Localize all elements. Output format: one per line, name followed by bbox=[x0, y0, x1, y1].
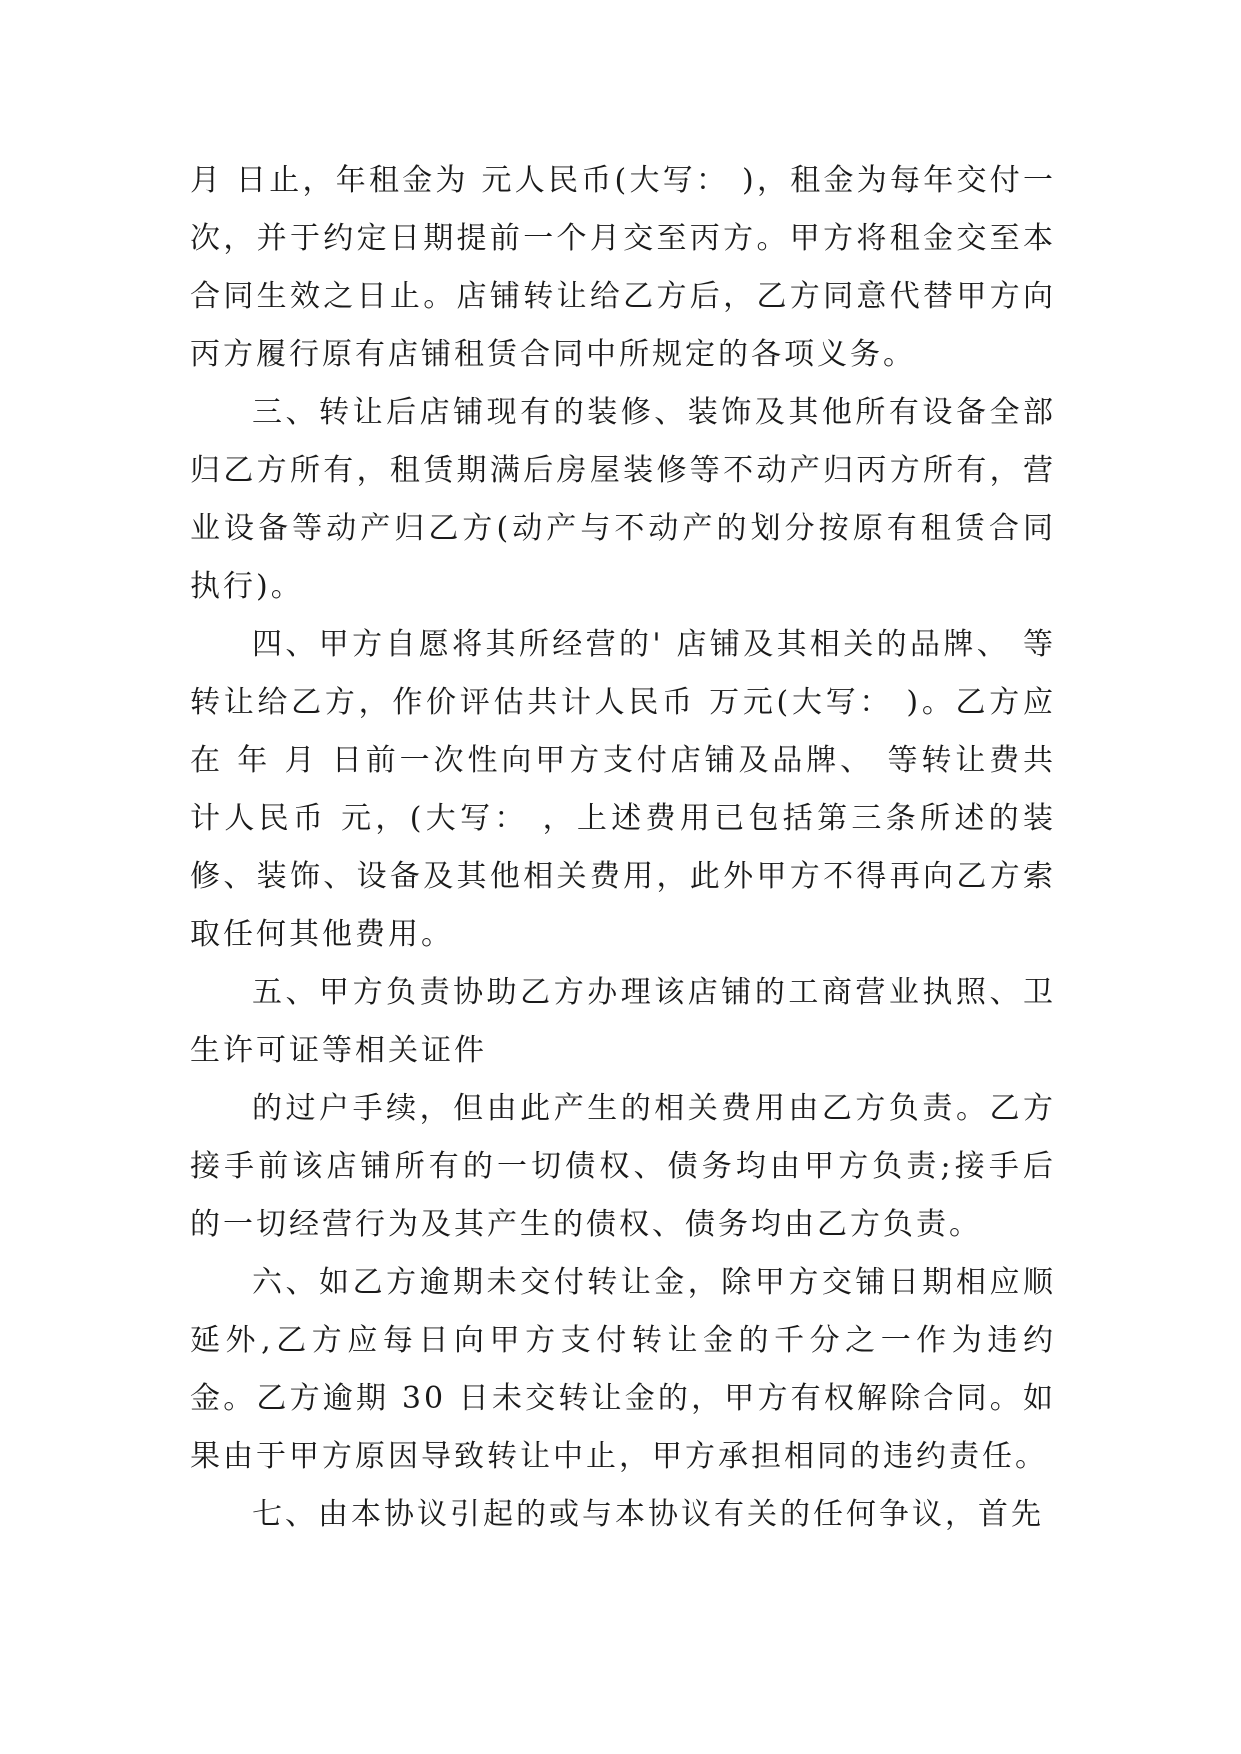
paragraph-rent-terms: 月 日止，年租金为 元人民币(大写： )，租金为每年交付一次，并于约定日期提前一个月交至丙方。甲方将租金交至本合同生效之日止。店铺转让给乙方后，乙方同意代替甲方向丙方履行原有店铺租赁合同中所规定的各项义务。 bbox=[190, 163, 1056, 372]
paragraph-clause-7: 七、由本协议引起的或与本协议有关的任何争议，首先 bbox=[252, 1497, 1044, 1532]
paragraph-clause-4: 四、甲方自愿将其所经营的' 店铺及其相关的品牌、 等转让给乙方，作价评估共计人民币 万元(大写： )。乙方应在 年 月 日前一次性向甲方支付店铺及品牌、 等转让费共计人民币 元，(大写： ，上述费用已包括第三条所述的装修、装饰、设备及其他相关费用，此外甲方不得再向乙方索取任何其他费用。 bbox=[190, 627, 1056, 952]
paragraph-clause-3: 三、转让后店铺现有的装修、装饰及其他所有设备全部归乙方所有，租赁期满后房屋装修等不动产归丙方所有，营业设备等动产归乙方(动产与不动产的划分按原有租赁合同执行)。 bbox=[190, 395, 1056, 604]
paragraph-clause-5: 五、甲方负责协助乙方办理该店铺的工商营业执照、卫生许可证等相关证件 bbox=[190, 975, 1056, 1068]
contract-body bbox=[190, 152, 1056, 1544]
paragraph-clause-5-continued: 的过户手续，但由此产生的相关费用由乙方负责。乙方接手前该店铺所有的一切债权、债务均由甲方负责;接手后的一切经营行为及其产生的债权、债务均由乙方负责。 bbox=[190, 1091, 1056, 1242]
paragraph-clause-6: 六、如乙方逾期未交付转让金，除甲方交铺日期相应顺延外,乙方应每日向甲方支付转让金的千分之一作为违约金。乙方逾期 30 日未交转让金的，甲方有权解除合同。如果由于甲方原因导致转让中止，甲方承担相同的违约责任。 bbox=[190, 1265, 1056, 1474]
